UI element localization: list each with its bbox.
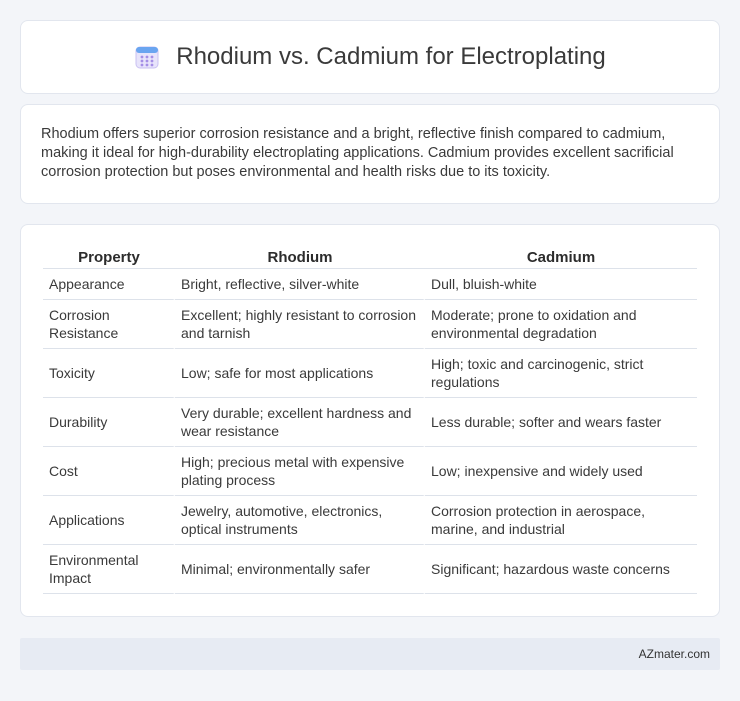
cell-property: Cost [43,447,175,496]
header-card [20,20,720,94]
intro-card [20,104,720,204]
table-row [43,398,697,447]
cell-cadmium: Moderate; prone to oxidation and environmental degradation [425,300,697,349]
comparison-card [20,224,720,617]
cell-property: Applications [43,496,175,545]
cell-cadmium: Low; inexpensive and widely used [425,447,697,496]
table-header-row [43,245,697,269]
cell-rhodium: Bright, reflective, silver-white [175,269,425,300]
table-row [43,269,697,300]
header-cadmium: Cadmium [425,245,697,269]
cell-cadmium: Less durable; softer and wears faster [425,398,697,447]
table-row [43,447,697,496]
table-row [43,300,697,349]
header-property: Property [43,245,175,269]
page-title: Rhodium vs. Cadmium for Electroplating [176,43,606,70]
cell-property: Corrosion Resistance [43,300,175,349]
header-rhodium: Rhodium [175,245,425,269]
cell-property: Durability [43,398,175,447]
cell-rhodium: Very durable; excellent hardness and wear resistance [175,398,425,447]
footer-bar [20,638,720,670]
cell-rhodium: Jewelry, automotive, electronics, optical instruments [175,496,425,545]
table-row [43,545,697,594]
table-row [43,496,697,545]
cell-cadmium: Dull, bluish-white [425,269,697,300]
footer-brand[interactable]: AZmater.com [638,647,710,661]
cell-cadmium: Significant; hazardous waste concerns [425,545,697,594]
cell-property: Toxicity [43,349,175,398]
comparison-table [43,245,697,594]
intro-text: Rhodium offers superior corrosion resistance and a bright, reflective finish compared to cadmium, making it ideal for high-durability electroplating applications. Cadmium provides excellent sacrificial corrosion protection but poses environmental and health risks due to its toxicity. [41,126,674,180]
title-wrap [134,43,606,71]
cell-rhodium: High; precious metal with expensive plating process [175,447,425,496]
cell-rhodium: Minimal; environmentally safer [175,545,425,594]
calendar-icon [134,44,160,70]
cell-cadmium: High; toxic and carcinogenic, strict regulations [425,349,697,398]
cell-cadmium: Corrosion protection in aerospace, marine, and industrial [425,496,697,545]
cell-property: Appearance [43,269,175,300]
cell-rhodium: Excellent; highly resistant to corrosion and tarnish [175,300,425,349]
cell-rhodium: Low; safe for most applications [175,349,425,398]
table-row [43,349,697,398]
cell-property: Environmental Impact [43,545,175,594]
